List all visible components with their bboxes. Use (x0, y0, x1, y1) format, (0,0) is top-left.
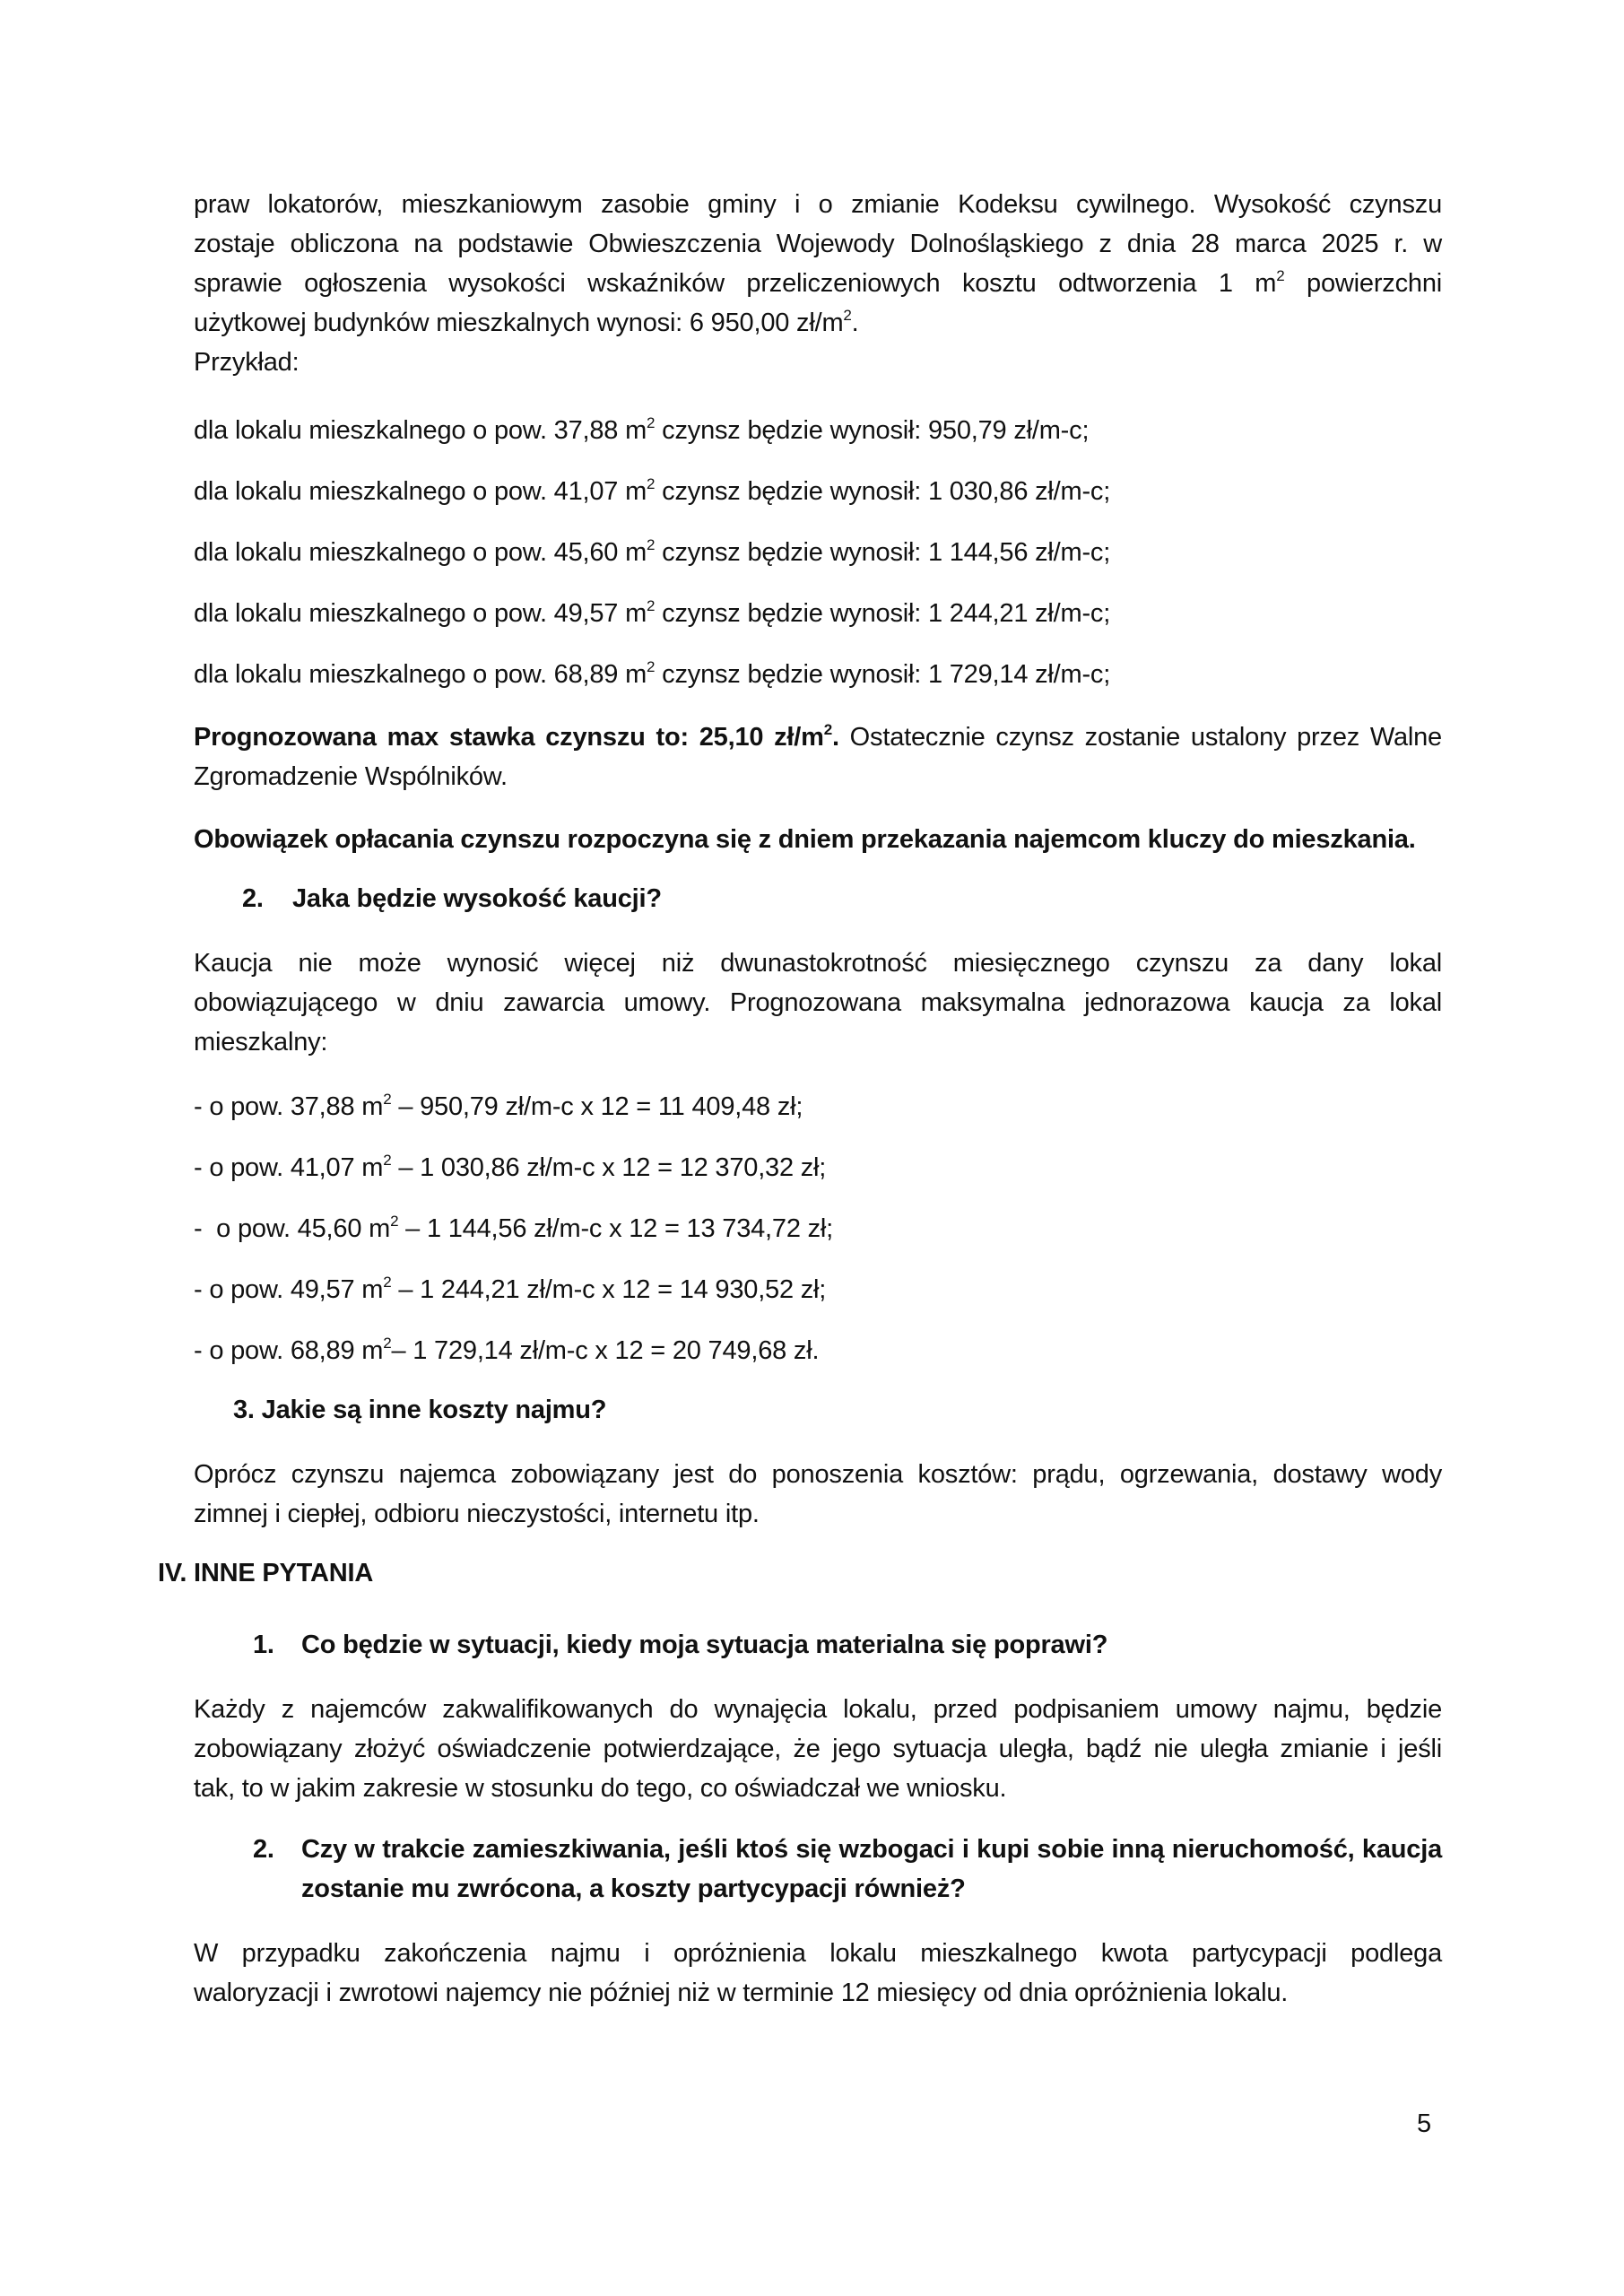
superscript: 2 (647, 658, 656, 675)
text: użytkowej budynków mieszkalnych wynosi: 6 950,00 zł/m (194, 309, 844, 337)
question-heading: Co będzie w sytuacji, kiedy moja sytuacja materialna się poprawi? (301, 1631, 1108, 1659)
superscript: 2 (383, 1152, 392, 1169)
deposit-text-line: Kaucja nie może wynosić więcej niż dwunastokrotność miesięcznego czynszu za dany lokal (194, 949, 1442, 978)
question-number: 2. (253, 1835, 274, 1864)
superscript: 2 (647, 414, 656, 431)
section-heading: IV. INNE PYTANIA (158, 1559, 374, 1587)
superscript: 2 (383, 1091, 392, 1108)
intro-line-4 (194, 309, 859, 338)
superscript: 2 (647, 536, 656, 553)
text: – 1 144,56 zł/m-c x 12 = 13 734,72 zł; (398, 1214, 834, 1243)
other-costs-line: zimnej i ciepłej, odbioru nieczystości, internetu itp. (194, 1500, 760, 1528)
text: dla lokalu mieszkalnego o pow. 45,60 m (194, 538, 647, 567)
rent-example (194, 477, 1110, 507)
other-costs-line: Oprócz czynszu najemca zobowiązany jest do ponoszenia kosztów: prądu, ogrzewania, dostawy wody (194, 1460, 1442, 1489)
page-number: 5 (1417, 2109, 1432, 2138)
answer-line: zobowiązany złożyć oświadczenie potwierdzające, że jego sytuacja uległa, bądź nie uległa zmianie i jeśli (194, 1735, 1442, 1763)
answer-line: tak, to w jakim zakresie w stosunku do tego, co oświadczał we wniosku. (194, 1774, 1007, 1803)
deposit-text-line: obowiązującego w dniu zawarcia umowy. Prognozowana maksymalna jednorazowa kaucja za lokal (194, 988, 1442, 1017)
superscript: 2 (843, 307, 852, 324)
text: czynsz będzie wynosił: 1 030,86 zł/m-c; (655, 477, 1111, 506)
deposit-example (194, 1153, 826, 1183)
text: - o pow. 68,89 m (194, 1336, 384, 1365)
question-number: 1. (253, 1631, 274, 1659)
deposit-text-line: mieszkalny: (194, 1028, 328, 1057)
max-rate-bold: Prognozowana max stawka czynszu to: 25,10 zł/m (194, 723, 824, 752)
superscript: 2 (383, 1335, 392, 1352)
text: – 1 729,14 zł/m-c x 12 = 20 749,68 zł. (391, 1336, 820, 1365)
deposit-example (194, 1275, 826, 1305)
question-heading: 3. Jakie są inne koszty najmu? (233, 1396, 607, 1424)
text: dla lokalu mieszkalnego o pow. 41,07 m (194, 477, 647, 506)
superscript: 2 (390, 1213, 399, 1230)
superscript: 2 (647, 475, 656, 492)
text: czynsz będzie wynosił: 950,79 zł/m-c; (655, 416, 1090, 445)
deposit-example (194, 1092, 803, 1122)
text: - o pow. 41,07 m (194, 1153, 384, 1182)
intro-line-1: praw lokatorów, mieszkaniowym zasobie gminy i o zmianie Kodeksu cywilnego. Wysokość czynszu (194, 190, 1442, 219)
max-rate-line-1 (194, 723, 1442, 752)
text: dla lokalu mieszkalnego o pow. 68,89 m (194, 660, 647, 689)
intro-line-2: zostaje obliczona na podstawie Obwieszczenia Wojewody Dolnośląskiego z dnia 28 marca 2025 r. w (194, 230, 1442, 258)
text: dla lokalu mieszkalnego o pow. 49,57 m (194, 599, 647, 628)
intro-line-3 (194, 269, 1442, 299)
text: – 950,79 zł/m-c x 12 = 11 409,48 zł; (391, 1092, 803, 1121)
text: czynsz będzie wynosił: 1 144,56 zł/m-c; (655, 538, 1111, 567)
rent-example (194, 660, 1110, 690)
text: . (851, 309, 859, 337)
max-rate-line-2: Zgromadzenie Wspólników. (194, 762, 508, 791)
question-heading: Jaka będzie wysokość kaucji? (292, 884, 662, 913)
deposit-example (194, 1336, 819, 1366)
rent-example (194, 538, 1110, 568)
rent-example (194, 416, 1089, 446)
superscript: 2 (823, 721, 832, 738)
answer-line: waloryzacji i zwrotowi najemcy nie później niż w terminie 12 miesięcy od dnia opróżnienia lokalu. (194, 1979, 1289, 2007)
text: – 1 244,21 zł/m-c x 12 = 14 930,52 zł; (391, 1275, 827, 1304)
text: . (832, 723, 839, 752)
text: czynsz będzie wynosił: 1 729,14 zł/m-c; (655, 660, 1111, 689)
question-heading: zostanie mu zwrócona, a koszty partycypacji również? (301, 1874, 966, 1903)
text: - o pow. 37,88 m (194, 1092, 384, 1121)
text: – 1 030,86 zł/m-c x 12 = 12 370,32 zł; (391, 1153, 827, 1182)
question-number: 2. (242, 884, 264, 913)
rent-example (194, 599, 1110, 629)
text: sprawie ogłoszenia wysokości wskaźników przeliczeniowych kosztu odtworzenia 1 m (194, 269, 1277, 298)
text: Ostatecznie czynsz zostanie ustalony przez Walne (838, 723, 1442, 752)
superscript: 2 (1276, 267, 1285, 284)
text: - o pow. 49,57 m (194, 1275, 384, 1304)
rent-obligation: Obowiązek opłacania czynszu rozpoczyna się z dniem przekazania najemcom kluczy do mieszkania. (194, 825, 1416, 854)
example-label: Przykład: (194, 348, 300, 377)
text: dla lokalu mieszkalnego o pow. 37,88 m (194, 416, 647, 445)
superscript: 2 (383, 1274, 392, 1291)
question-heading: Czy w trakcie zamieszkiwania, jeśli ktoś się wzbogaci i kupi sobie inną nieruchomość, kaucja (301, 1835, 1442, 1864)
deposit-example (194, 1214, 833, 1244)
superscript: 2 (647, 597, 656, 614)
answer-line: W przypadku zakończenia najmu i opróżnienia lokalu mieszkalnego kwota partycypacji podlega (194, 1939, 1442, 1968)
text: - o pow. 45,60 m (194, 1214, 391, 1243)
answer-line: Każdy z najemców zakwalifikowanych do wynajęcia lokalu, przed podpisaniem umowy najmu, będzie (194, 1695, 1442, 1724)
text: czynsz będzie wynosił: 1 244,21 zł/m-c; (655, 599, 1111, 628)
text: powierzchni (1284, 269, 1442, 298)
